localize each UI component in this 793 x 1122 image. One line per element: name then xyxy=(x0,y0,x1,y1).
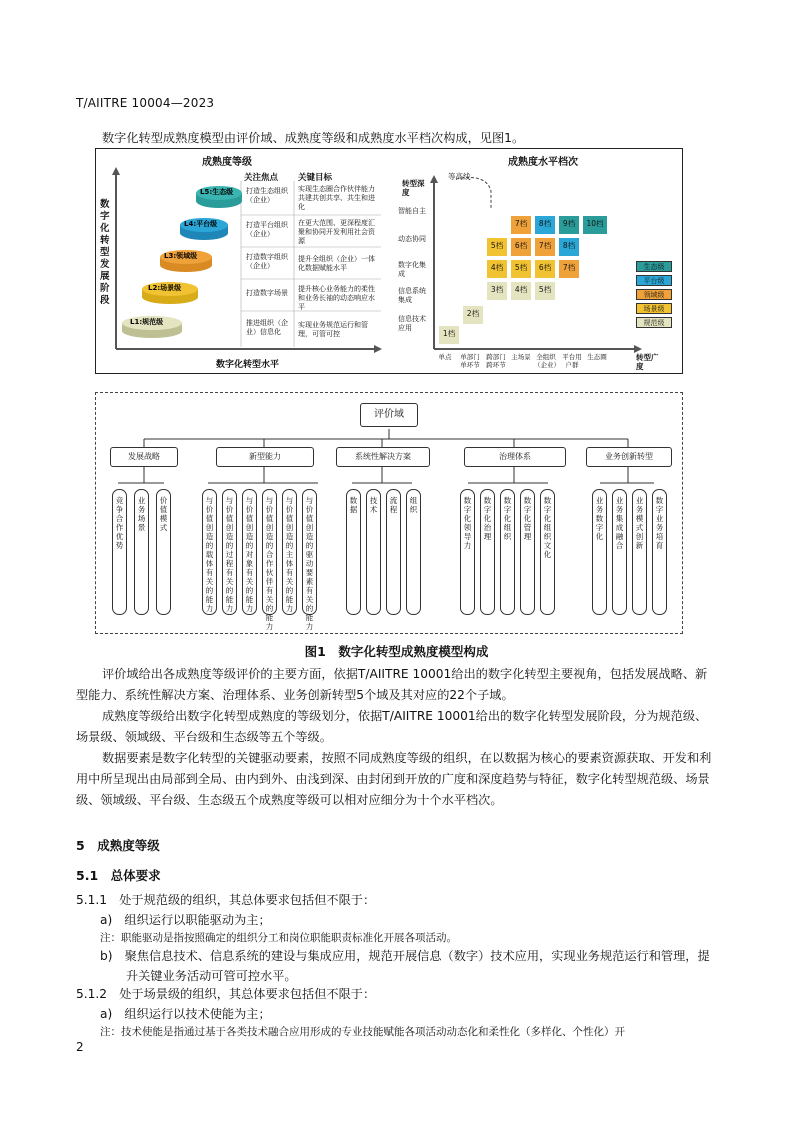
sub-governance-5: 数字化组织文化 xyxy=(540,489,555,615)
note-technology-enabled: 注：技术使能是指通过基于各类技术融合应用形成的专业技能赋能各项活动动态化和柔性化（多样化、个性化）开 xyxy=(100,1026,625,1038)
clause-5-1-1: 5.1.1 处于规范级的组织，其总体要求包括但不限于： xyxy=(76,893,376,907)
breadth-label-2: 单部门单环节 xyxy=(460,353,480,369)
breadth-label-1: 单点 xyxy=(438,353,452,361)
legend-eco: 生态级 xyxy=(636,261,672,272)
grade-6-cell-b: 6档 xyxy=(510,237,532,257)
level-5-label: L5:生态级 xyxy=(200,188,234,196)
sub-capability-2: 与价值创造的过程有关的能力 xyxy=(222,489,237,615)
note-function-driven: 注：职能驱动是指按照确定的组织分工和岗位职能职责标准化开展各项活动。 xyxy=(100,932,457,944)
sub-strategy-3: 价值模式 xyxy=(156,489,171,615)
level-1-label: L1:规范级 xyxy=(130,318,164,326)
grade-1-cell: 1档 xyxy=(438,325,460,345)
sub-solution-3: 流程 xyxy=(386,489,401,615)
depth-label-3: 数字化集成 xyxy=(398,261,426,278)
depth-axis-label: 转型深度 xyxy=(402,179,425,197)
breadth-label-4: 主场景 xyxy=(511,353,531,361)
right-panel-axes xyxy=(96,149,682,373)
grade-4-cell-b: 4档 xyxy=(486,259,508,279)
page-number: 2 xyxy=(76,1040,84,1054)
domain-governance-box: 治理体系 xyxy=(464,447,566,467)
grade-2-cell: 2档 xyxy=(462,305,484,325)
section-5-heading: 5 成熟度等级 xyxy=(76,838,160,853)
breadth-label-3: 跨部门跨环节 xyxy=(486,353,506,369)
sub-solution-1: 数据 xyxy=(346,489,361,615)
grade-5-cell-a: 5档 xyxy=(534,281,556,301)
sub-business-4: 数字业务培育 xyxy=(652,489,667,615)
clause-5-1-1-b: b) 聚焦信息技术、信息系统的建设与集成应用，规范开展信息（数字）技术应用，实现业务规范运行和管理，提升关键业务活动可管可控水平。 xyxy=(100,949,710,983)
depth-label-1: 智能自主 xyxy=(398,207,426,215)
breadth-label-6: 平台用户群 xyxy=(562,353,582,369)
level-3-focus: 打造数字组织（企业） xyxy=(246,253,288,270)
domain-capability-box: 新型能力 xyxy=(216,447,314,467)
depth-label-4: 信息系统集成 xyxy=(398,287,426,304)
grade-5-cell-c: 5档 xyxy=(486,237,508,257)
clause-5-1-2-a: a) 组织运行以技术使能为主； xyxy=(100,1007,271,1021)
level-5-focus: 打造生态组织（企业） xyxy=(246,187,288,204)
grade-10-cell: 10档 xyxy=(582,215,608,235)
contour-label: 等高线 xyxy=(448,172,471,181)
breadth-axis-label: 转型广度 xyxy=(636,353,659,371)
breadth-label-5: 全组织（企业） xyxy=(534,353,560,369)
depth-label-5: 信息技术应用 xyxy=(398,315,426,332)
sub-business-1: 业务数字化 xyxy=(592,489,607,615)
evaluation-domain-tree xyxy=(95,392,683,634)
domain-solution-box: 系统性解决方案 xyxy=(336,447,430,467)
left-panel-title: 成熟度等级 xyxy=(202,157,252,168)
paragraph-data-elements: 数据要素是数字化转型的关键驱动要素，按照不同成熟度等级的组织，在以数据为核心的要素资源获取、开发和利用中所呈现出由局部到全局、由内到外、由浅到深、由封闭到开放的广度和深度趋势与特征，数字化转型规范级、场景级、领域级、平台级、生态级五个成熟度等级可以相对应细分为十个水平档次。 xyxy=(76,751,712,807)
grade-3-cell: 3档 xyxy=(486,281,508,301)
sub-capability-4: 与价值创造的合作伙伴有关的能力 xyxy=(262,489,277,615)
maturity-figure-top xyxy=(95,148,683,374)
domain-strategy-box: 发展战略 xyxy=(110,447,178,467)
level-3-goal: 提升全组织（企业）一体化数据赋能水平 xyxy=(298,255,375,272)
legend-domain: 领域级 xyxy=(636,289,672,300)
sub-governance-1: 数字化领导力 xyxy=(460,489,475,615)
sub-solution-2: 技术 xyxy=(366,489,381,615)
level-5-goal: 实现生态圈合作伙伴能力共建共创共享、共生和进化 xyxy=(298,185,375,211)
paragraph-levels: 成熟度等级给出数字化转型成熟度的等级划分，依据T/AIITRE 10001给出的数字化转型发展阶段，分为规范级、场景级、领域级、平台级和生态级等五个等级。 xyxy=(76,709,708,744)
grade-9-cell: 9档 xyxy=(558,215,580,235)
sub-strategy-1: 竞争合作优势 xyxy=(112,489,127,615)
breadth-label-7: 生态圈 xyxy=(587,353,607,361)
sub-governance-2: 数字化治理 xyxy=(480,489,495,615)
grade-4-cell-a: 4档 xyxy=(510,281,532,301)
focus-header: 关注焦点 xyxy=(244,173,279,183)
grade-8-cell-a: 8档 xyxy=(558,237,580,257)
sub-capability-1: 与价值创造的载体有关的能力 xyxy=(202,489,217,615)
sub-strategy-2: 业务场景 xyxy=(134,489,149,615)
grade-7-cell-c: 7档 xyxy=(510,215,532,235)
figure-caption: 图1 数字化转型成熟度模型构成 xyxy=(304,644,489,659)
goal-header: 关键目标 xyxy=(298,173,333,183)
grade-7-cell-a: 7档 xyxy=(558,259,580,279)
level-3-label: L3:领域级 xyxy=(164,252,198,260)
legend-platform: 平台级 xyxy=(636,275,672,286)
legend-standard: 规范级 xyxy=(636,317,672,328)
sub-capability-6: 与价值创造的驱动要素有关的能力 xyxy=(302,489,317,615)
level-1-goal: 实现业务规范运行和管理，可管可控 xyxy=(298,321,368,338)
grade-8-cell-b: 8档 xyxy=(534,215,556,235)
domain-root-box: 评价域 xyxy=(360,403,418,427)
section-5-1-heading: 5.1 总体要求 xyxy=(76,868,161,883)
sub-capability-3: 与价值创造的对象有关的能力 xyxy=(242,489,257,615)
paragraph-domains: 评价域给出各成熟度等级评价的主要方面，依据T/AIITRE 10001给出的数字化转型主要视角，包括发展战略、新型能力、系统性解决方案、治理体系、业务创新转型5个域及其对应的22个子域。 xyxy=(76,667,708,702)
grade-6-cell-a: 6档 xyxy=(534,259,556,279)
level-2-focus: 打造数字场景 xyxy=(246,289,288,297)
domain-business-box: 业务创新转型 xyxy=(586,447,672,467)
clause-5-1-1-a: a) 组织运行以职能驱动为主； xyxy=(100,913,271,927)
level-2-goal: 提升核心业务能力的柔性和业务长袖的动态响应水平 xyxy=(298,285,375,311)
sub-capability-5: 与价值创造的主体有关的能力 xyxy=(282,489,297,615)
grade-5-cell-b: 5档 xyxy=(510,259,532,279)
document-header: T/AIITRE 10004—2023 xyxy=(76,96,215,110)
legend-scenario: 场景级 xyxy=(636,303,672,314)
sub-governance-3: 数字化组织 xyxy=(500,489,515,615)
level-1-focus: 推进组织（企业）信息化 xyxy=(246,319,288,336)
depth-label-2: 动态协同 xyxy=(398,235,426,243)
level-4-label: L4:平台级 xyxy=(184,220,218,228)
sub-governance-4: 数字化管理 xyxy=(520,489,535,615)
sub-business-2: 业务集成融合 xyxy=(612,489,627,615)
level-2-label: L2:场景级 xyxy=(148,284,182,292)
y-axis-label: 数字化转型发展阶段 xyxy=(100,199,110,306)
sub-business-3: 业务模式创新 xyxy=(632,489,647,615)
level-4-focus: 打造平台组织（企业） xyxy=(246,221,288,238)
clause-5-1-2: 5.1.2 处于场景级的组织，其总体要求包括但不限于： xyxy=(76,987,376,1001)
intro-paragraph: 数字化转型成熟度模型由评价域、成熟度等级和成熟度水平档次构成，见图1。 xyxy=(102,131,525,145)
grade-7-cell-b: 7档 xyxy=(534,237,556,257)
x-axis-label: 数字化转型水平 xyxy=(216,360,280,370)
right-panel-title: 成熟度水平档次 xyxy=(508,157,578,168)
level-4-goal: 在更大范围、更深程度汇聚和协同开发利用社会资源 xyxy=(298,219,375,245)
sub-solution-4: 组织 xyxy=(406,489,421,615)
